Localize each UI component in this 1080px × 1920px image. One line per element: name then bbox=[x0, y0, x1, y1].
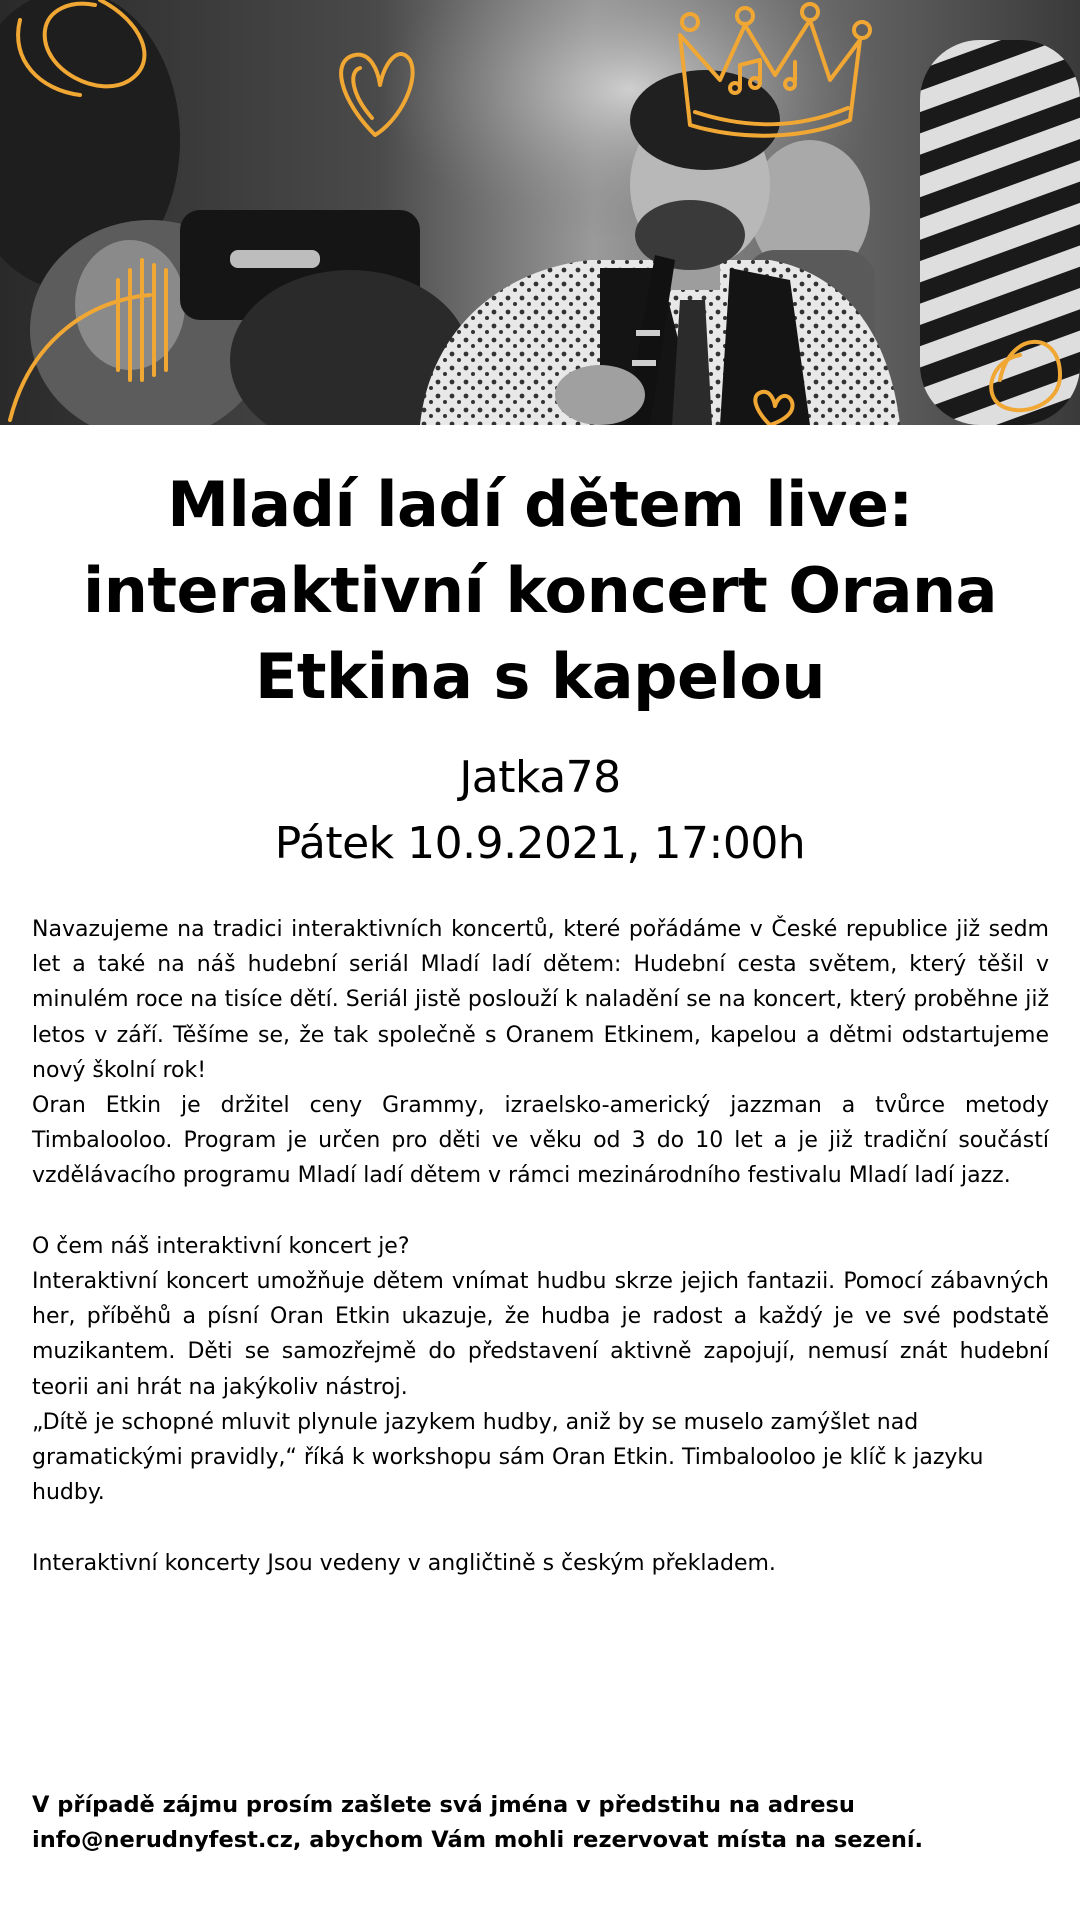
description-paragraph: Navazujeme na tradici interaktivních koncertů, které pořádáme v České republice již sedm let a také na náš hudební seriál Mladí ladí dětem: Hudební cesta světem, který těšil v minulém roce na tisíce dětí. Seriál jistě poslouží k naladění se na koncert, který proběhne již letos v září. Těšíme se, že tak společně s Oranem Etkinem, kapelou a dětmi odstartujeme nový školní rok! bbox=[32, 917, 1049, 1083]
paragraph-spacer bbox=[32, 1510, 1049, 1545]
description-quote: „Dítě je schopné mluvit plynule jazykem hudby, aniž by se muselo zamýšlet nad gramatickými pravidly,“ říká k workshopu sám Oran Etkin. Timbalooloo je klíč k jazyku hudby. bbox=[32, 1409, 984, 1506]
description-paragraph: Interaktivní koncert umožňuje dětem vnímat hudbu skrze jejich fantazii. Pomocí zábavných her, příběhů a písní Oran Etkin ukazuje, že hudba je radost a každý je ve své podstatě muzikantem. Děti se samozřejmě do představení aktivně zapojují, nemusí znát hudební teorii ani hrát na jakýkoliv nástroj. bbox=[32, 1269, 1049, 1400]
event-title-line: Etkina s kapelou bbox=[254, 640, 825, 713]
description-question: O čem náš interaktivní koncert je? bbox=[32, 1233, 410, 1259]
paragraph-spacer bbox=[32, 1194, 1049, 1229]
description-paragraph: Oran Etkin je držitel ceny Grammy, izraelsko-americký jazzman a tvůrce metody Timbalooloo. Program je určen pro děti ve věku od 3 do 10 let a je již tradiční součástí vzdělávacího programu Mladí ladí dětem v rámci mezinárodního festivalu Mladí ladí jazz. bbox=[32, 1093, 1049, 1189]
event-venue: Jatka78 bbox=[459, 752, 621, 803]
event-title-line: interaktivní koncert Orana bbox=[82, 554, 997, 627]
event-title-line: Mladí ladí dětem live: bbox=[167, 468, 913, 541]
hero-photo bbox=[0, 0, 1080, 425]
event-title bbox=[40, 462, 1040, 720]
hero-photo-illustration bbox=[0, 0, 1080, 425]
event-description bbox=[32, 912, 1049, 1581]
reservation-note: V případě zájmu prosím zašlete svá jména v předstihu na adresu info@nerudnyfest.cz, abychom Vám mohli rezervovat místa na sezení. bbox=[32, 1792, 924, 1853]
description-paragraph: Interaktivní koncerty Jsou vedeny v angličtině s českým překladem. bbox=[32, 1550, 776, 1576]
event-datetime: Pátek 10.9.2021, 17:00h bbox=[274, 818, 806, 869]
